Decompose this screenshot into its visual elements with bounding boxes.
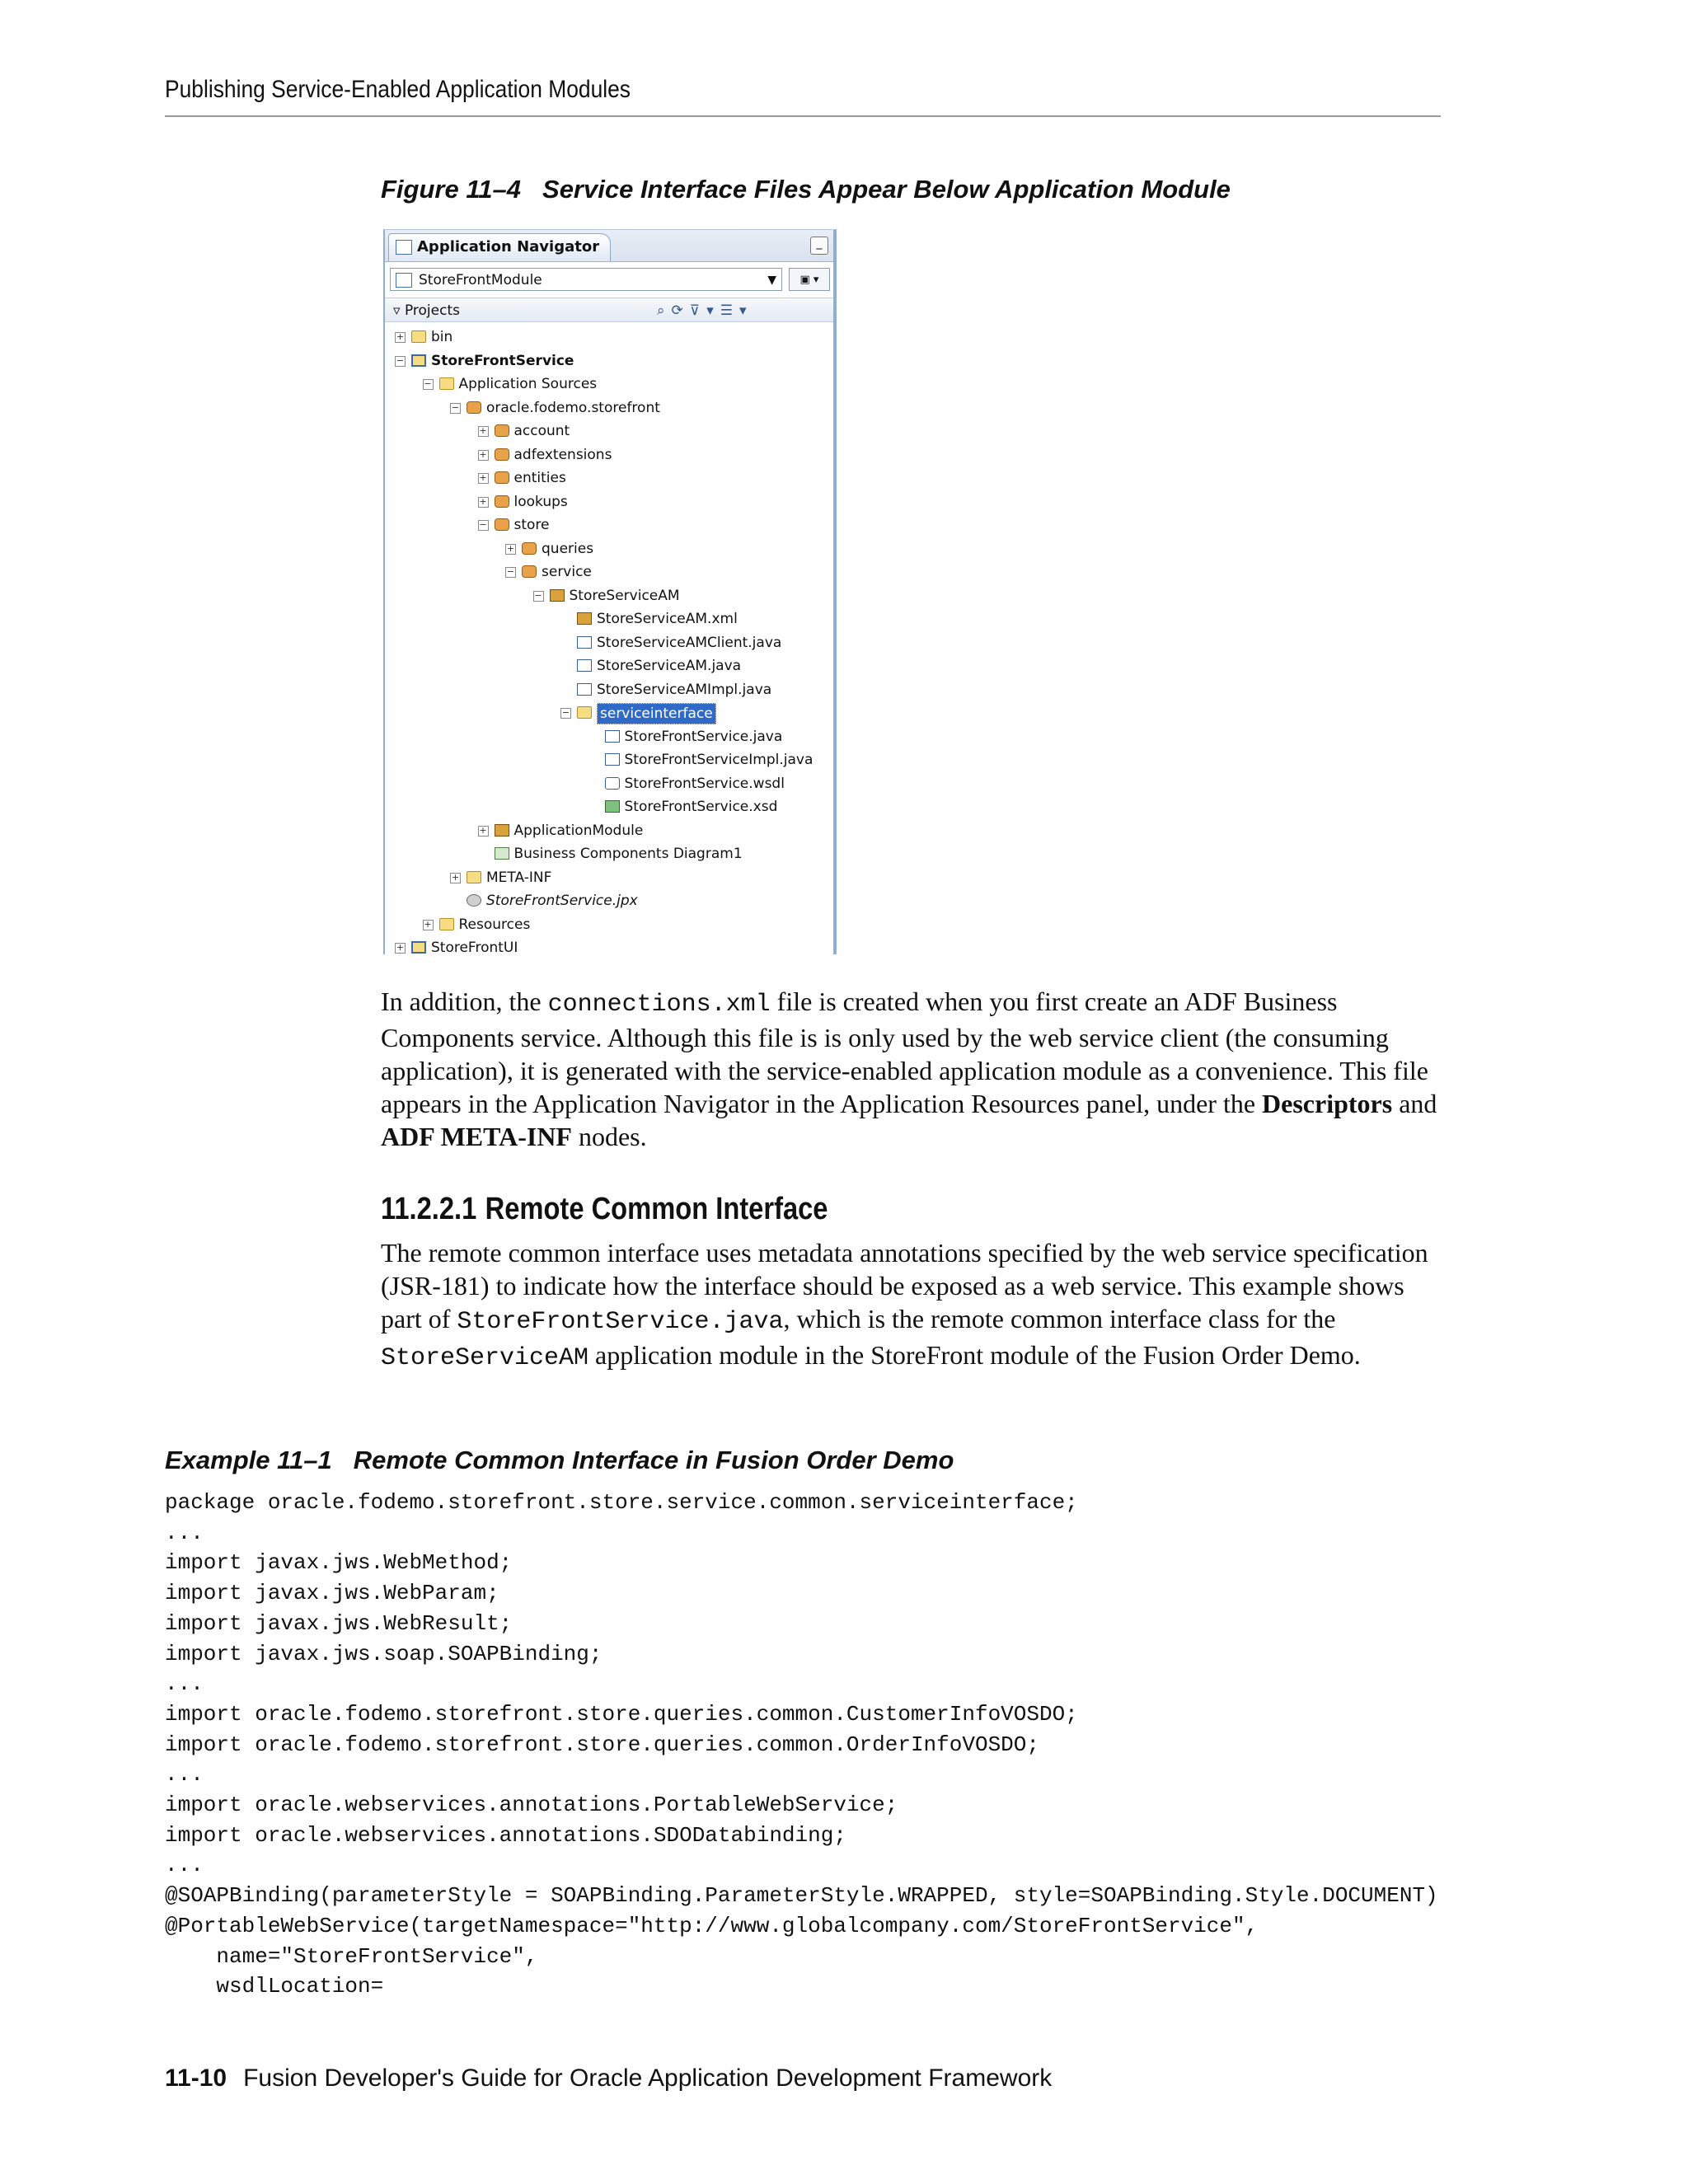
- tree-node-label: StoreFrontUI: [431, 940, 518, 954]
- book-title: Fusion Developer's Guide for Oracle Application Development Framework: [243, 2064, 1053, 2092]
- tree-node[interactable]: [385, 396, 833, 420]
- code-line: import javax.jws.soap.SOAPBinding;: [165, 1641, 603, 1666]
- folder-icon: [411, 330, 426, 343]
- example-title: Remote Common Interface in Fusion Order Demo: [353, 1446, 954, 1474]
- tree-node-label: StoreFrontService.java: [624, 728, 783, 745]
- tree-node[interactable]: [385, 889, 833, 913]
- tree-node-label: StoreServiceAM.java: [597, 658, 742, 674]
- navigator-options-button[interactable]: ▣ ▾: [789, 268, 830, 291]
- java-icon: [577, 659, 592, 672]
- tree-node[interactable]: [385, 725, 833, 749]
- code-line: import javax.jws.WebResult;: [165, 1610, 513, 1636]
- expand-toggle-icon[interactable]: +: [479, 425, 487, 436]
- tree-node[interactable]: [385, 654, 833, 678]
- tree-node[interactable]: [385, 373, 833, 396]
- tree-node[interactable]: [385, 607, 833, 631]
- pkg-icon: [495, 448, 509, 461]
- text: The remote common interface uses metadata annotations specified by the web service specification (JSR-181) to indicate how the interface should be exposed as a web service. This example shows part of: [381, 1238, 1428, 1333]
- tree-node[interactable]: [385, 913, 833, 937]
- section-title: Remote Common Interface: [485, 1192, 828, 1226]
- project-tree: [385, 326, 833, 954]
- diagram-icon: [495, 847, 509, 860]
- pkg-icon: [495, 471, 509, 484]
- tree-node-label: queries: [542, 540, 594, 557]
- code-term: StoreServiceAM: [381, 1344, 589, 1372]
- collapse-toggle-icon[interactable]: −: [534, 589, 542, 601]
- text: and: [1392, 1089, 1437, 1118]
- am-icon: [550, 589, 565, 602]
- text: file is created when you first create an ADF Business Components service. Although this file is is only used by the web service client (the consuming application), it is generated with the service-enabled application module as a convenience. This file appears in the Application Navigator in the Application Resources panel, under the: [381, 987, 1428, 1118]
- tree-node-label: StoreFrontService.xsd: [624, 799, 778, 815]
- code-line: ...: [165, 1853, 204, 1878]
- pkg-icon: [495, 424, 509, 437]
- expand-toggle-icon[interactable]: +: [451, 871, 460, 883]
- tree-node[interactable]: [385, 466, 833, 490]
- tree-node-label: entities: [513, 470, 566, 486]
- project-selector-value: StoreFrontModule: [419, 272, 542, 288]
- collapse-toggle-icon[interactable]: −: [396, 354, 405, 366]
- tree-node[interactable]: [385, 326, 833, 349]
- tree-node-label: StoreServiceAM: [569, 587, 680, 604]
- project-selector[interactable]: [390, 268, 782, 291]
- search-icon[interactable]: ⌕: [657, 302, 672, 319]
- java-icon: [605, 753, 620, 766]
- example-number: Example 11–1: [165, 1446, 332, 1474]
- code-line: ...: [165, 1671, 204, 1697]
- pkg-icon: [522, 542, 537, 555]
- pkg-icon: [495, 518, 509, 531]
- wsdl-icon: [605, 777, 620, 790]
- figure-number: Figure 11–4: [381, 175, 522, 204]
- tree-node-label: store: [513, 517, 550, 533]
- expand-toggle-icon[interactable]: +: [479, 824, 487, 836]
- paragraph-connections: [381, 985, 1444, 1153]
- filter-icon[interactable]: ⊽▾: [689, 302, 720, 319]
- xsd-icon: [605, 800, 620, 813]
- tree-node[interactable]: [385, 678, 833, 702]
- section-number: 11.2.2.1: [381, 1192, 477, 1226]
- jpx-icon: [467, 894, 481, 907]
- tree-node[interactable]: [385, 560, 833, 584]
- code-line: name="StoreFrontService",: [165, 1943, 538, 1969]
- expand-toggle-icon[interactable]: +: [396, 331, 405, 342]
- code-line: @PortableWebService(targetNamespace="http://www.globalcompany.com/StoreFrontService",: [165, 1913, 1259, 1938]
- code-line: @SOAPBinding(parameterStyle = SOAPBinding.ParameterStyle.WRAPPED, style=SOAPBinding.Style.DOCUMENT): [165, 1883, 1438, 1909]
- tree-node[interactable]: [385, 631, 833, 655]
- folder-icon: [577, 706, 592, 719]
- folder-icon: [467, 871, 481, 883]
- tree-node-label: StoreFrontService.wsdl: [624, 775, 785, 792]
- pkg-icon: [495, 495, 509, 508]
- projects-bar: [385, 298, 833, 322]
- tree-node[interactable]: [385, 748, 833, 772]
- tree-node-label: StoreFrontService: [431, 352, 574, 369]
- tree-node[interactable]: [385, 513, 833, 537]
- expand-toggle-icon[interactable]: +: [479, 448, 487, 460]
- text: In addition, the: [381, 987, 548, 1016]
- am-icon: [495, 824, 509, 837]
- pkg-icon: [522, 565, 537, 578]
- code-line: import oracle.fodemo.storefront.store.queries.common.CustomerInfoVOSDO;: [165, 1701, 1078, 1727]
- tree-node-label: adfextensions: [513, 446, 612, 463]
- java-icon: [577, 636, 592, 649]
- navigator-icon: [396, 240, 412, 255]
- tree-node-label: StoreServiceAMClient.java: [597, 634, 782, 651]
- tree-node[interactable]: [385, 842, 833, 866]
- expand-toggle-icon[interactable]: +: [479, 472, 487, 483]
- text: , which is the remote common interface class for the: [783, 1304, 1336, 1333]
- tree-node-label: oracle.fodemo.storefront: [486, 399, 660, 416]
- collapse-toggle-icon[interactable]: −: [479, 519, 487, 530]
- folder-icon: [439, 918, 454, 930]
- code-line: ...: [165, 1762, 204, 1788]
- collapse-toggle-icon[interactable]: −: [506, 566, 515, 577]
- code-line: import javax.jws.WebParam;: [165, 1581, 499, 1606]
- projects-label: Projects: [404, 302, 460, 319]
- bold-term: ADF META-INF: [381, 1122, 572, 1151]
- tree-node-label: Application Sources: [458, 376, 598, 392]
- tree-node[interactable]: [385, 537, 833, 561]
- tree-node-label: lookups: [513, 493, 568, 510]
- tree-node-label: account: [513, 423, 570, 439]
- code-line: wsdlLocation=: [165, 1974, 384, 1999]
- header-rule: [165, 115, 1441, 117]
- code-term: StoreFrontService.java: [457, 1308, 784, 1336]
- code-line: ...: [165, 1520, 204, 1545]
- running-head: Publishing Service-Enabled Application Modules: [165, 76, 631, 103]
- page-number: 11-10: [165, 2064, 227, 2092]
- minimize-icon[interactable]: _: [810, 237, 828, 255]
- expand-toggle-icon[interactable]: +: [479, 495, 487, 507]
- tree-node-label: META-INF: [486, 869, 552, 886]
- tree-node[interactable]: [385, 819, 833, 843]
- tree-node-label: StoreServiceAM.xml: [597, 611, 738, 627]
- example-caption: [165, 1446, 954, 1475]
- figure-title: Service Interface Files Appear Below Application Module: [542, 175, 1231, 204]
- tree-node[interactable]: [385, 443, 833, 467]
- project-icon: [411, 941, 426, 954]
- java-icon: [605, 730, 620, 743]
- tree-node[interactable]: [385, 584, 833, 608]
- collapse-toggle-icon[interactable]: −: [561, 707, 570, 718]
- collapse-toggle-icon[interactable]: −: [451, 401, 460, 413]
- expand-toggle-icon[interactable]: +: [396, 942, 405, 953]
- tree-node-label: StoreFrontService.jpx: [486, 893, 638, 909]
- bold-term: Descriptors: [1262, 1089, 1393, 1118]
- tree-node-label: Resources: [458, 916, 531, 933]
- tree-node[interactable]: [385, 772, 833, 796]
- collapse-icon[interactable]: ▿: [393, 302, 401, 319]
- tree-node[interactable]: [385, 866, 833, 890]
- pkg-icon: [467, 401, 481, 414]
- module-icon: [396, 273, 412, 288]
- tree-node-label: bin: [431, 329, 453, 345]
- tree-node-label: StoreFrontServiceImpl.java: [624, 752, 814, 768]
- tree-node-label: service: [542, 564, 592, 580]
- code-line: import javax.jws.WebMethod;: [165, 1550, 513, 1576]
- am-icon: [577, 612, 592, 625]
- expand-toggle-icon[interactable]: +: [506, 542, 515, 554]
- expand-toggle-icon[interactable]: +: [424, 918, 432, 930]
- chevron-down-icon: ▼: [767, 274, 776, 287]
- code-line: import oracle.webservices.annotations.SDODatabinding;: [165, 1822, 846, 1848]
- tree-node-label: Business Components Diagram1: [513, 846, 743, 862]
- code-term: connections.xml: [547, 991, 771, 1019]
- code-example: [165, 1488, 1438, 2002]
- tree-node[interactable]: [385, 701, 833, 725]
- refresh-icon[interactable]: ⟳: [671, 302, 690, 319]
- tree-node[interactable]: [385, 795, 833, 819]
- navigator-tab[interactable]: [388, 233, 611, 261]
- page-footer: [165, 2064, 1052, 2093]
- navigator-tab-label: Application Navigator: [417, 238, 600, 255]
- figure-caption: [381, 175, 1231, 204]
- application-navigator-screenshot: [383, 229, 837, 954]
- folder-icon: [439, 377, 454, 390]
- tree-node-label: ApplicationModule: [513, 822, 644, 839]
- navigator-tab-bar: [385, 230, 833, 262]
- code-line: import oracle.fodemo.storefront.store.queries.common.OrderInfoVOSDO;: [165, 1732, 1039, 1757]
- tree-node-label: serviceinterface: [597, 703, 716, 724]
- sort-icon[interactable]: ☰▾: [720, 302, 753, 319]
- tree-node[interactable]: [385, 419, 833, 443]
- tree-node[interactable]: [385, 349, 833, 373]
- tree-node-label: StoreServiceAMImpl.java: [597, 681, 772, 698]
- collapse-toggle-icon[interactable]: −: [424, 378, 432, 389]
- section-heading: [381, 1192, 828, 1227]
- java-icon: [577, 683, 592, 696]
- paragraph-remote-interface: [381, 1236, 1444, 1375]
- project-icon: [411, 354, 426, 367]
- projects-toolbar: [657, 298, 753, 323]
- tree-node[interactable]: [385, 490, 833, 514]
- code-line: package oracle.fodemo.storefront.store.service.common.serviceinterface;: [165, 1490, 1078, 1515]
- code-line: import oracle.webservices.annotations.PortableWebService;: [165, 1793, 898, 1818]
- text: nodes.: [571, 1122, 647, 1151]
- text: application module in the StoreFront module of the Fusion Order Demo.: [588, 1340, 1361, 1370]
- tree-node[interactable]: [385, 936, 833, 954]
